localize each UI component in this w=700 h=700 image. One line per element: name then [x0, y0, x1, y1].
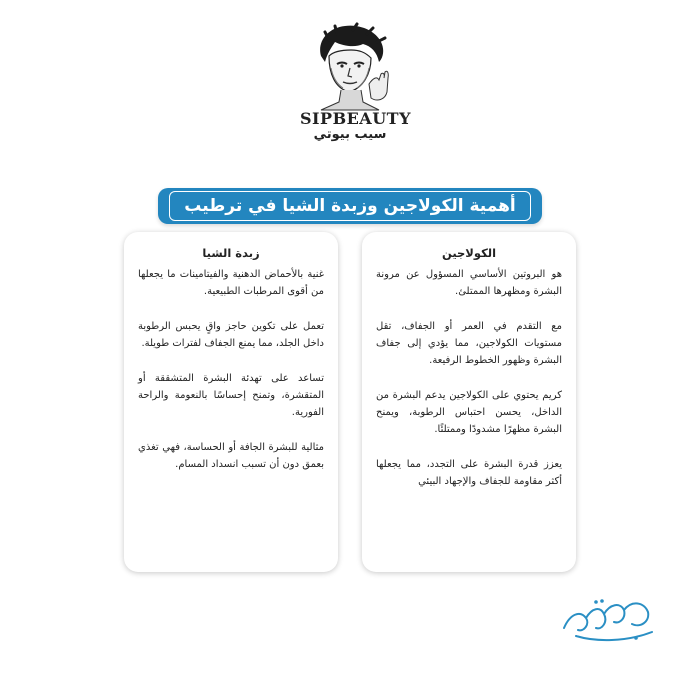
- collagen-title: الكولاجين: [441, 246, 497, 260]
- collagen-paragraph: هو البروتين الأساسي المسؤول عن مرونة البشرة ومظهرها الممتلئ.: [376, 269, 562, 297]
- face-illustration-icon: [307, 22, 393, 112]
- collagen-paragraph: يعزز قدرة البشرة على التجدد، مما يجعلها أكثر مقاومة للجفاف والإجهاد البيئي: [376, 459, 562, 487]
- title-banner: [158, 188, 542, 224]
- brand-logo: [300, 22, 411, 142]
- collagen-paragraph: كريم يحتوي على الكولاجين يدعم البشرة من الداخل، يحسن احتباس الرطوبة، ويمنح البشرة مظهرًا مشدودًا وممتلئًا.: [376, 390, 562, 435]
- shea-card: [124, 232, 338, 572]
- brand-name-en: SIPBEAUTY: [300, 109, 411, 128]
- shea-paragraph: مثالية للبشرة الجافة أو الحساسة، فهي تغذي بعمق دون أن تسبب انسداد المسام.: [138, 442, 324, 470]
- shea-title: زبدة الشيا: [202, 246, 260, 260]
- signature-logo: [556, 592, 660, 648]
- collagen-card: [362, 232, 576, 572]
- collagen-paragraph: مع التقدم في العمر أو الجفاف، تقل مستويات الكولاجين، مما يؤدي إلى جفاف البشرة وظهور الخطوط الرفيعة.: [376, 321, 562, 366]
- shea-paragraph: تساعد على تهدئة البشرة المتشققة أو المتقشرة، وتمنح إحساسًا بالنعومة والراحة الفورية.: [138, 373, 324, 418]
- shea-paragraph: تعمل على تكوين حاجز واقٍ يحبس الرطوبة داخل الجلد، مما يمنع الجفاف لفترات طويلة.: [138, 321, 324, 349]
- banner-title: أهمية الكولاجين وزبدة الشيا في ترطيب: [169, 191, 531, 221]
- shea-paragraph: غنية بالأحماض الدهنية والفيتامينات ما يجعلها من أقوى المرطبات الطبيعية.: [138, 269, 324, 297]
- brand-name-ar: سيب بيوتي: [313, 127, 387, 142]
